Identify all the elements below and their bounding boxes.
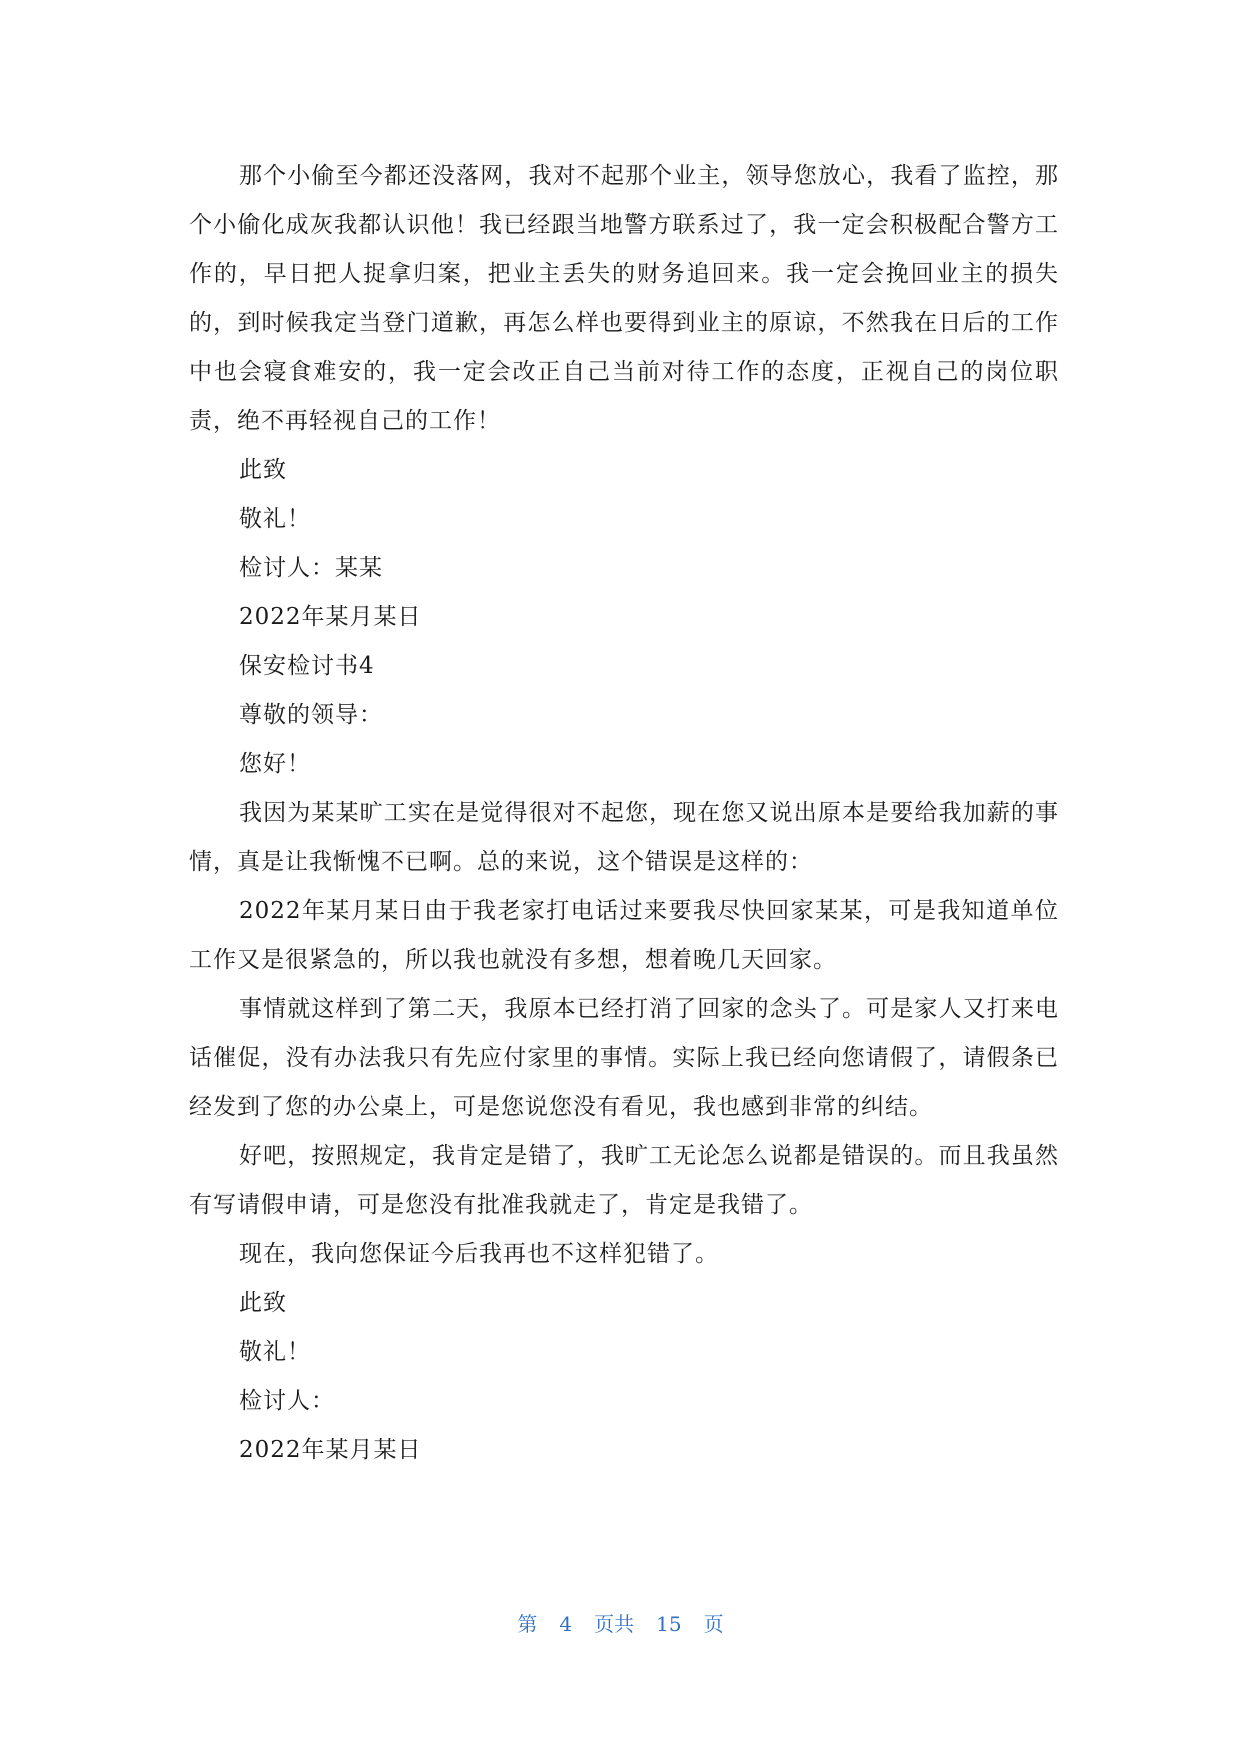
paragraph: 现在，我向您保证今后我再也不这样犯错了。 <box>239 1241 719 1267</box>
greeting-recipient: 尊敬的领导： <box>239 702 383 728</box>
footer-middle: 页共 <box>594 1612 635 1636</box>
closing-salutation: 此致 <box>239 457 287 483</box>
closing-regards: 敬礼！ <box>239 1339 311 1365</box>
greeting: 您好！ <box>239 751 311 777</box>
footer-total-pages: 15 <box>656 1612 682 1636</box>
footer-suffix: 页 <box>703 1612 724 1636</box>
section-title: 保安检讨书4 <box>239 653 375 679</box>
paragraph: 2022年某月某日由于我老家打电话过来要我尽快回家某某，可是我知道单位工作又是很紧急的，所以我也就没有多想，想着晚几天回家。 <box>189 898 1059 973</box>
signatory-line: 检讨人：某某 <box>239 555 383 581</box>
footer-prefix: 第 <box>517 1612 538 1636</box>
page-footer <box>0 1608 1241 1637</box>
date-line: 2022年某月某日 <box>239 1437 422 1463</box>
paragraph: 我因为某某旷工实在是觉得很对不起您，现在您又说出原本是要给我加薪的事情，真是让我惭愧不已啊。总的来说，这个错误是这样的： <box>189 800 1059 875</box>
paragraph: 那个小偷至今都还没落网，我对不起那个业主，领导您放心，我看了监控，那个小偷化成灰我都认识他！我已经跟当地警方联系过了，我一定会积极配合警方工作的，早日把人捉拿归案，把业主丢失的财务追回来。我一定会挽回业主的损失的，到时候我定当登门道歉，再怎么样也要得到业主的原谅，不然我在日后的工作中也会寝食难安的，我一定会改正自己当前对待工作的态度，正视自己的岗位职责，绝不再轻视自己的工作！ <box>189 163 1059 434</box>
date-line: 2022年某月某日 <box>239 604 422 630</box>
closing-regards: 敬礼！ <box>239 506 311 532</box>
footer-current-page: 4 <box>559 1612 573 1636</box>
paragraph: 好吧，按照规定，我肯定是错了，我旷工无论怎么说都是错误的。而且我虽然有写请假申请，可是您没有批准我就走了，肯定是我错了。 <box>189 1143 1059 1218</box>
signatory-line: 检讨人： <box>239 1388 335 1414</box>
document-body <box>189 152 1059 1475</box>
closing-salutation: 此致 <box>239 1290 287 1316</box>
paragraph: 事情就这样到了第二天，我原本已经打消了回家的念头了。可是家人又打来电话催促，没有办法我只有先应付家里的事情。实际上我已经向您请假了，请假条已经发到了您的办公桌上，可是您说您没有看见，我也感到非常的纠结。 <box>189 996 1059 1120</box>
